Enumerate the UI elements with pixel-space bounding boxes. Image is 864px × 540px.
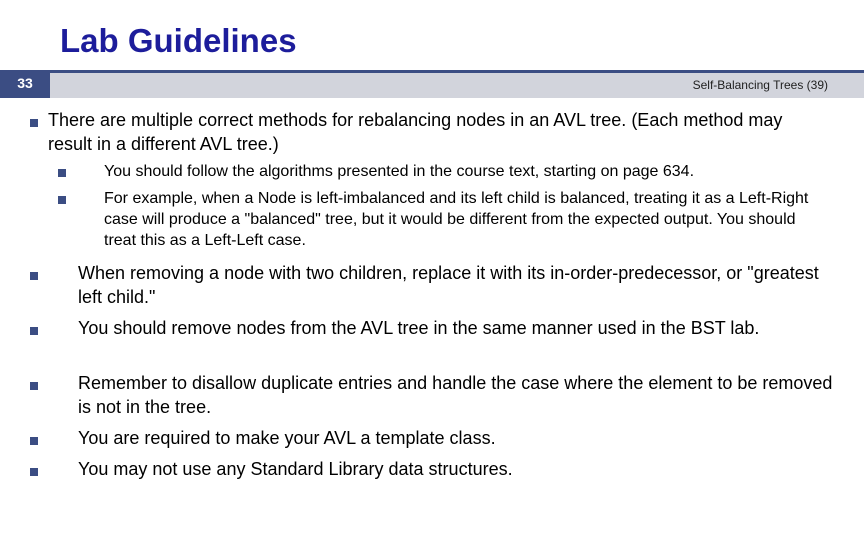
slide-title: Lab Guidelines	[60, 22, 297, 59]
header-text: Self-Balancing Trees (39)	[692, 78, 828, 92]
bullet-text-5: You are required to make your AVL a template class.	[78, 428, 496, 448]
subbullet-square-1-1	[58, 169, 66, 177]
bullet-text-4: Remember to disallow duplicate entries and handle the case where the element to be removed is not in the tree.	[78, 373, 833, 417]
bullet-square-2	[30, 272, 38, 280]
bullet-text-2: When removing a node with two children, replace it with its in-order-predecessor, or "greatest left child."	[78, 263, 819, 307]
slide-number: 33	[17, 75, 33, 91]
bullet-square-4	[30, 382, 38, 390]
subbullet-square-1-2	[58, 196, 66, 204]
bullet-square-5	[30, 437, 38, 445]
subbullet-text-1-2: For example, when a Node is left-imbalanced and its left child is balanced, treating it as a Left-Right case will produce a "balanced" tree, but it would be different from the expected output. You should treat this as a Left-Left case.	[104, 190, 809, 249]
bullet-square-3	[30, 327, 38, 335]
header-bar	[50, 70, 864, 98]
bullet-square-6	[30, 468, 38, 476]
bullet-square-1	[30, 119, 38, 127]
header-bar-shade	[50, 70, 864, 73]
bullet-text-6: You may not use any Standard Library data structures.	[78, 459, 513, 479]
subbullet-text-1-1: You should follow the algorithms presented in the course text, starting on page 634.	[104, 163, 695, 180]
bullet-text-1: There are multiple correct methods for rebalancing nodes in an AVL tree. (Each method may result in a different AVL tree.)	[48, 110, 783, 154]
bullet-text-3: You should remove nodes from the AVL tree in the same manner used in the BST lab.	[78, 318, 760, 338]
slide-number-box	[0, 70, 50, 98]
